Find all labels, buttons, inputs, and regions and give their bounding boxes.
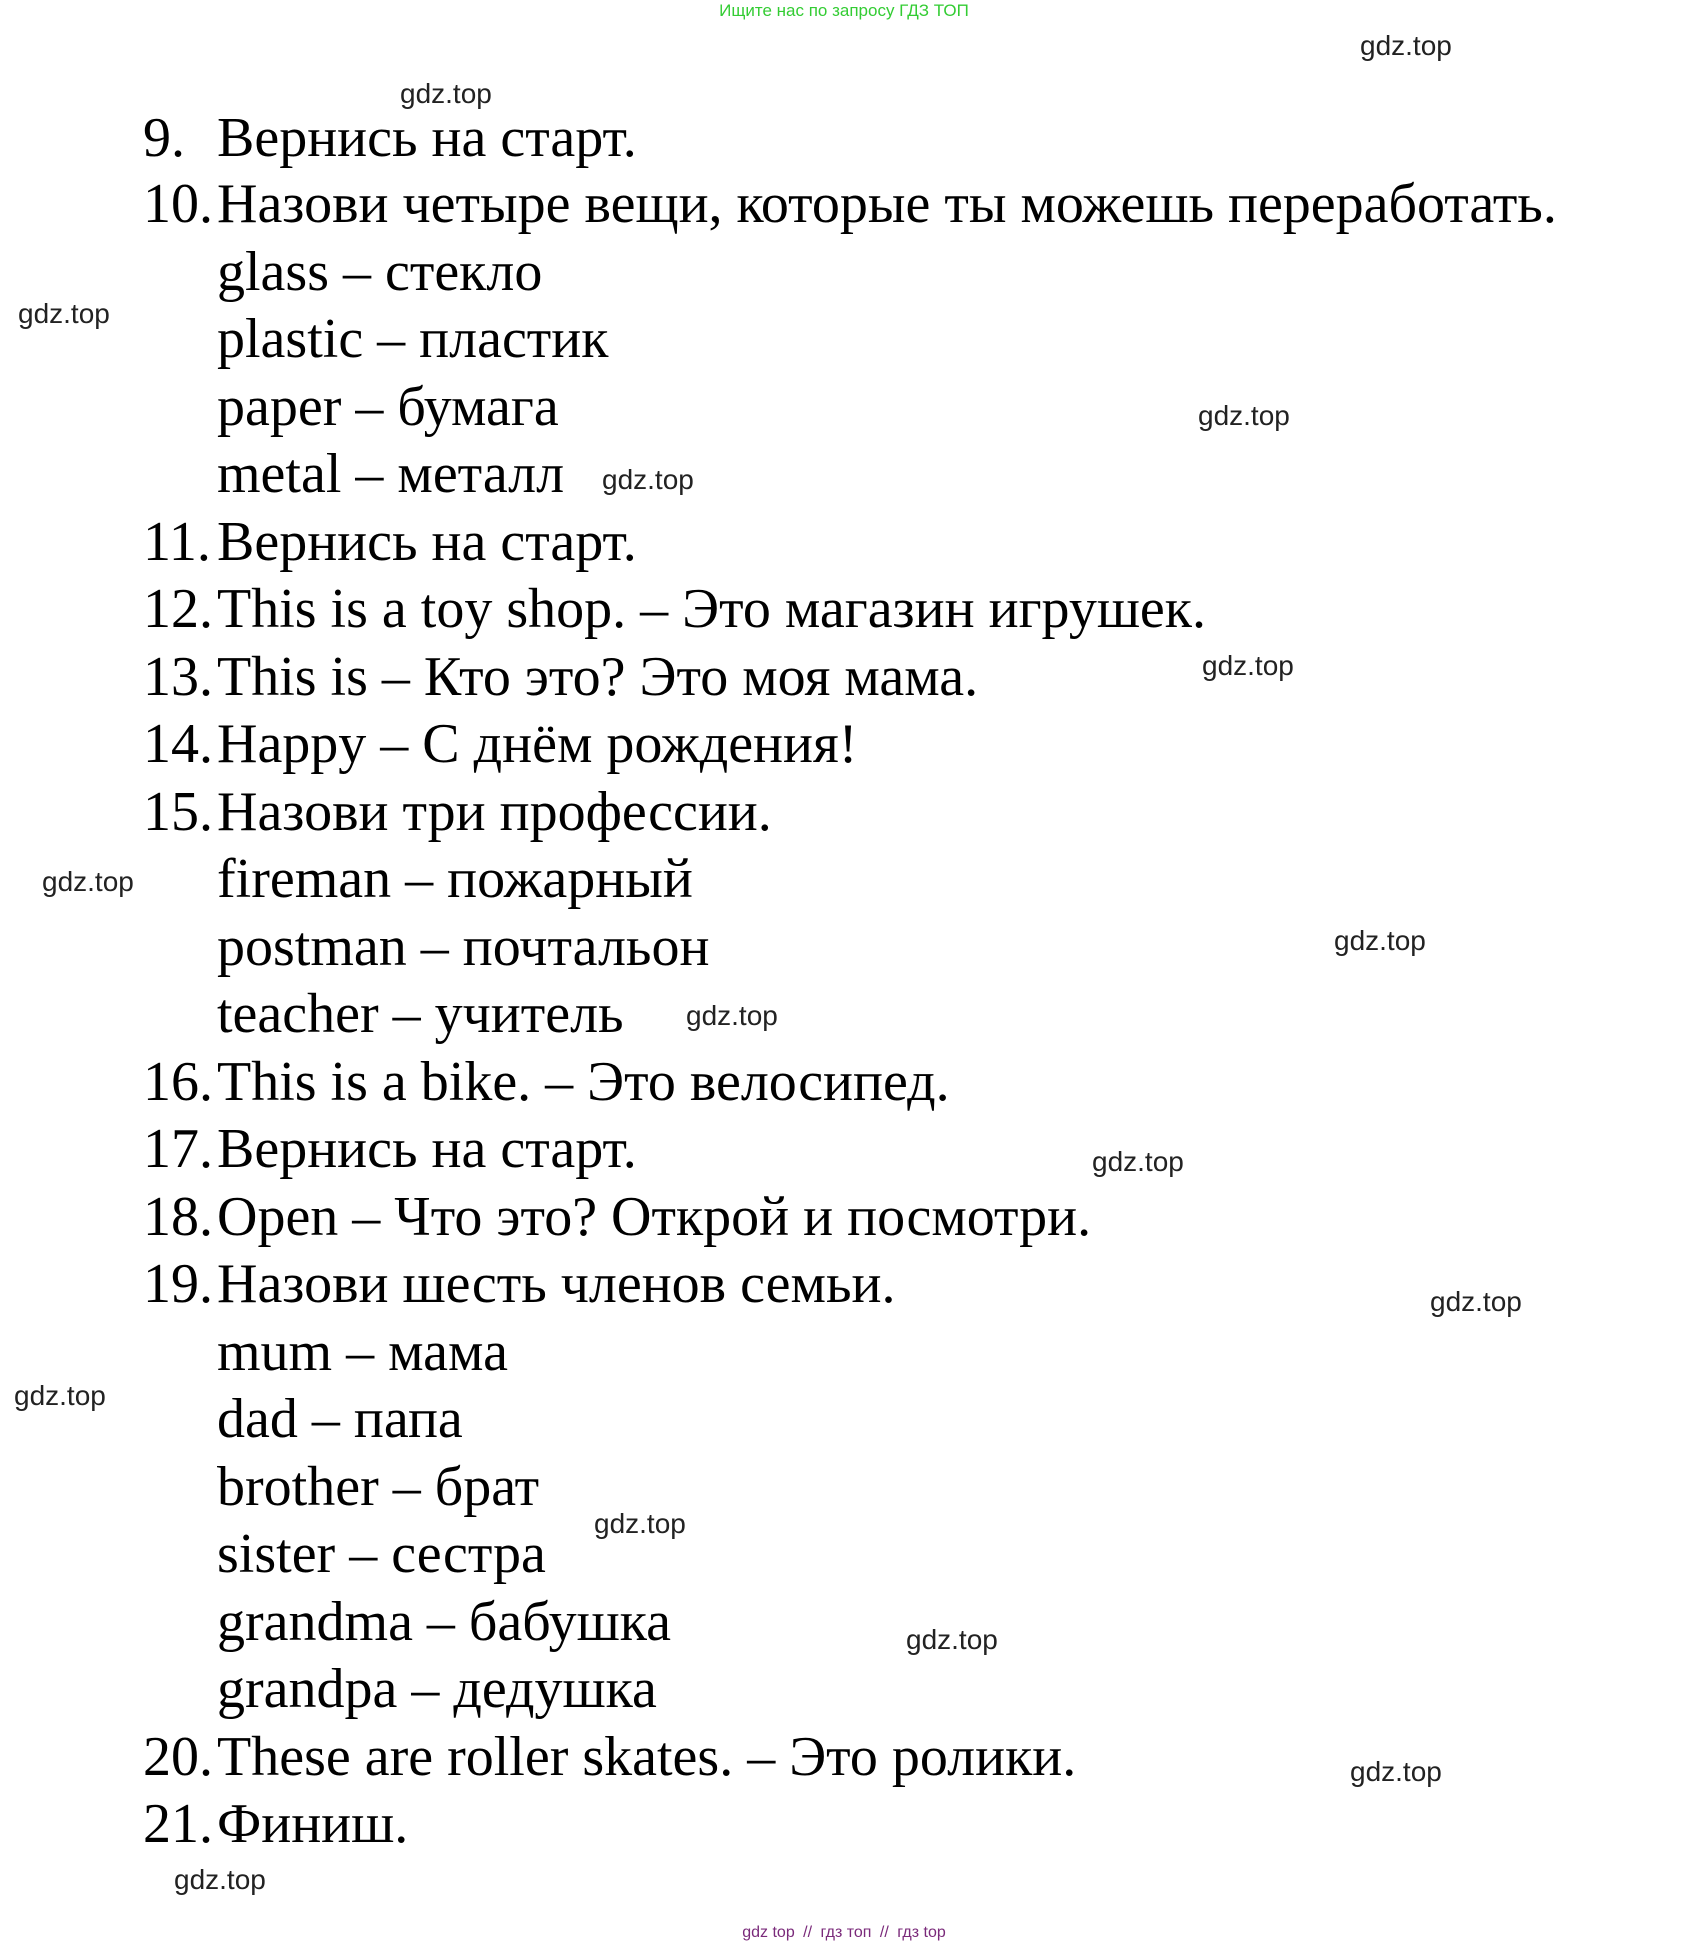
item-text: plastic – пластик	[217, 308, 609, 370]
item-text: Назови три профессии.	[217, 781, 772, 843]
item-number: 18.	[143, 1186, 213, 1248]
watermark: gdz.top	[906, 1624, 998, 1655]
item-text: grandma – бабушка	[217, 1591, 671, 1653]
watermark: gdz.top	[1202, 650, 1294, 681]
item-text: Назови шесть членов семьи.	[217, 1253, 896, 1315]
item-number: 21.	[143, 1793, 213, 1855]
watermark: gdz.top	[18, 298, 110, 329]
footer	[0, 1924, 1688, 1942]
watermark: gdz.top	[1360, 30, 1452, 61]
watermark: gdz.top	[1334, 925, 1426, 956]
item-text: This is – Кто это? Это моя мама.	[217, 646, 979, 708]
watermark: gdz.top	[1430, 1286, 1522, 1317]
item-text: brother – брат	[217, 1456, 540, 1518]
item-text: metal – металл	[217, 443, 565, 505]
footer-separator: //	[879, 1924, 889, 1941]
item-text: This is a bike. – Это велосипед.	[217, 1051, 950, 1113]
item-number: 14.	[143, 713, 213, 775]
footer-link-middle[interactable]: гдз топ	[820, 1924, 872, 1941]
item-text: paper – бумага	[217, 376, 559, 438]
watermark: gdz.top	[1350, 1756, 1442, 1787]
item-number: 17.	[143, 1118, 213, 1180]
item-number: 12.	[143, 578, 213, 640]
watermark: gdz.top	[594, 1508, 686, 1539]
item-text: Вернись на старт.	[217, 1118, 637, 1180]
item-text: Happy – С днём рождения!	[217, 713, 858, 775]
watermark: gdz.top	[1092, 1146, 1184, 1177]
footer-link-right[interactable]: гдз top	[897, 1924, 946, 1941]
item-number: 16.	[143, 1051, 213, 1113]
item-number: 20.	[143, 1726, 213, 1788]
watermark: gdz.top	[686, 1000, 778, 1031]
watermark: gdz.top	[14, 1380, 106, 1411]
item-text: These are roller skates. – Это ролики.	[217, 1726, 1077, 1788]
watermark: gdz.top	[174, 1864, 266, 1895]
watermark: gdz.top	[602, 464, 694, 495]
item-number: 15.	[143, 781, 213, 843]
watermark: gdz.top	[1198, 400, 1290, 431]
item-text: sister – сестра	[217, 1523, 546, 1585]
item-text: fireman – пожарный	[217, 848, 693, 910]
item-text: dad – папа	[217, 1388, 463, 1450]
item-number: 13.	[143, 646, 213, 708]
item-number: 9.	[143, 107, 185, 169]
item-text: Назови четыре вещи, которые ты можешь переработать.	[217, 173, 1557, 235]
item-text: glass – стекло	[217, 241, 543, 303]
item-text: mum – мама	[217, 1321, 508, 1383]
item-text: teacher – учитель	[217, 983, 624, 1045]
watermark: gdz.top	[42, 866, 134, 897]
header-banner: Ищите нас по запросу ГДЗ ТОП	[719, 1, 969, 20]
item-text: This is a toy shop. – Это магазин игрушек.	[217, 578, 1206, 640]
item-text: Вернись на старт.	[217, 511, 637, 573]
item-text: Финиш.	[217, 1793, 409, 1855]
item-text: grandpa – дедушка	[217, 1658, 657, 1720]
watermark: gdz.top	[400, 78, 492, 109]
item-number: 19.	[143, 1253, 213, 1315]
item-number: 11.	[143, 511, 211, 573]
footer-separator: //	[803, 1924, 813, 1941]
footer-link-left[interactable]: gdz top	[742, 1924, 795, 1941]
item-text: Open – Что это? Открой и посмотри.	[217, 1186, 1092, 1248]
item-text: Вернись на старт.	[217, 107, 637, 169]
item-number: 10.	[143, 173, 213, 235]
item-text: postman – почтальон	[217, 916, 710, 978]
